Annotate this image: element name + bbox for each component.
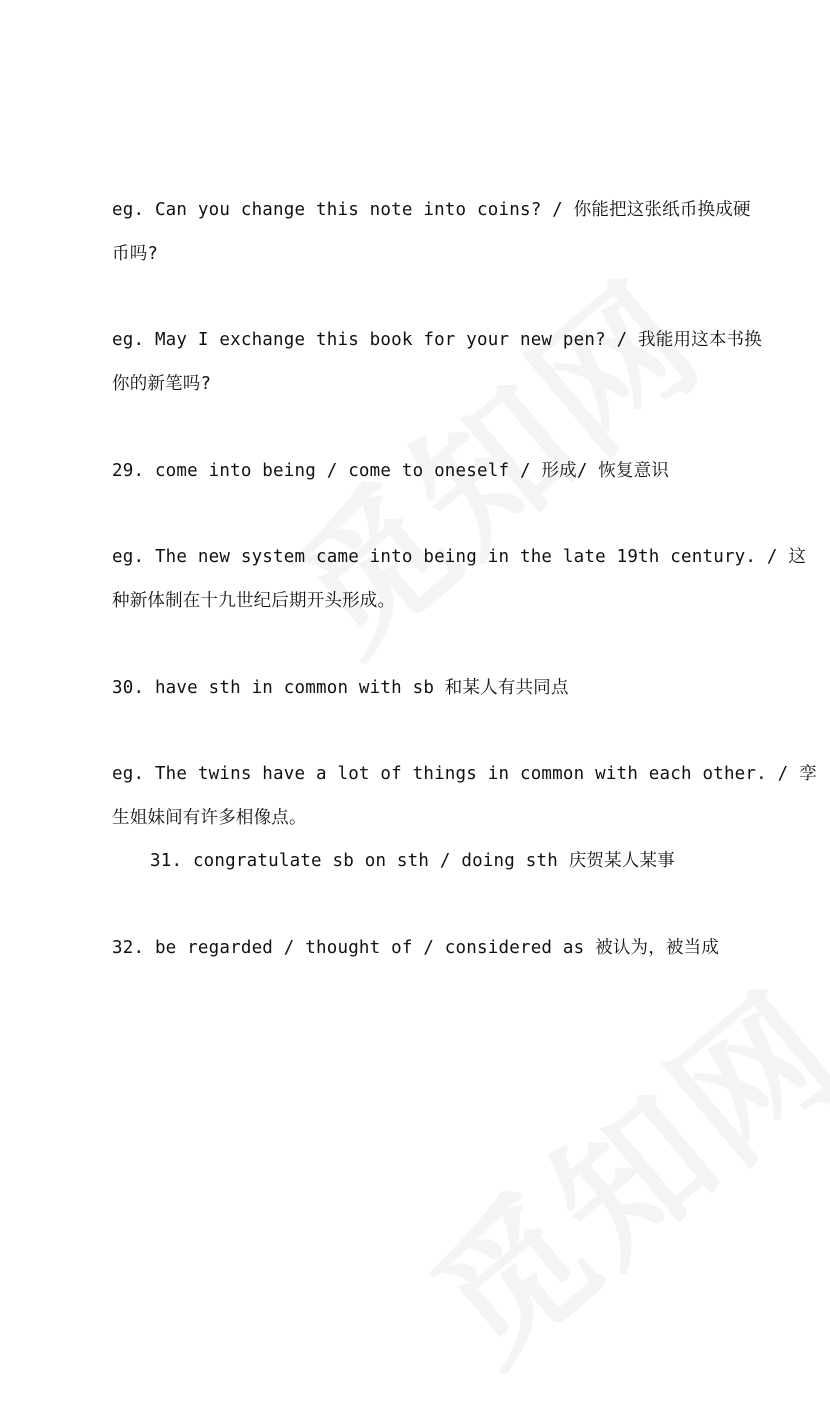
watermark	[380, 935, 830, 1401]
example-translation-exchange: 你的新笔吗?	[112, 374, 212, 394]
example-sentence-being: eg. The new system came into being in the late 19th century. / 这	[112, 547, 807, 567]
watermark	[240, 225, 737, 691]
example-sentence-exchange: eg. May I exchange this book for your new pen? / 我能用这本书换	[112, 330, 762, 350]
example-translation-common: 生姐妹间有许多相像点。	[112, 808, 307, 828]
phrase-entry-29: 29. come into being / come to oneself / 形成/ 恢复意识	[112, 461, 670, 481]
example-sentence-change: eg. Can you change this note into coins? / 你能把这张纸币换成硬	[112, 200, 751, 220]
phrase-entry-32: 32. be regarded / thought of / considered as 被认为，被当成	[112, 938, 720, 958]
example-translation-change: 币吗?	[112, 244, 159, 264]
example-translation-being: 种新体制在十九世纪后期开头形成。	[112, 591, 396, 611]
example-sentence-common: eg. The twins have a lot of things in common with each other. / 孪	[112, 764, 817, 784]
phrase-entry-30: 30. have sth in common with sb 和某人有共同点	[112, 678, 569, 698]
phrase-entry-31: 31. congratulate sb on sth / doing sth 庆贺某人某事	[150, 851, 675, 871]
